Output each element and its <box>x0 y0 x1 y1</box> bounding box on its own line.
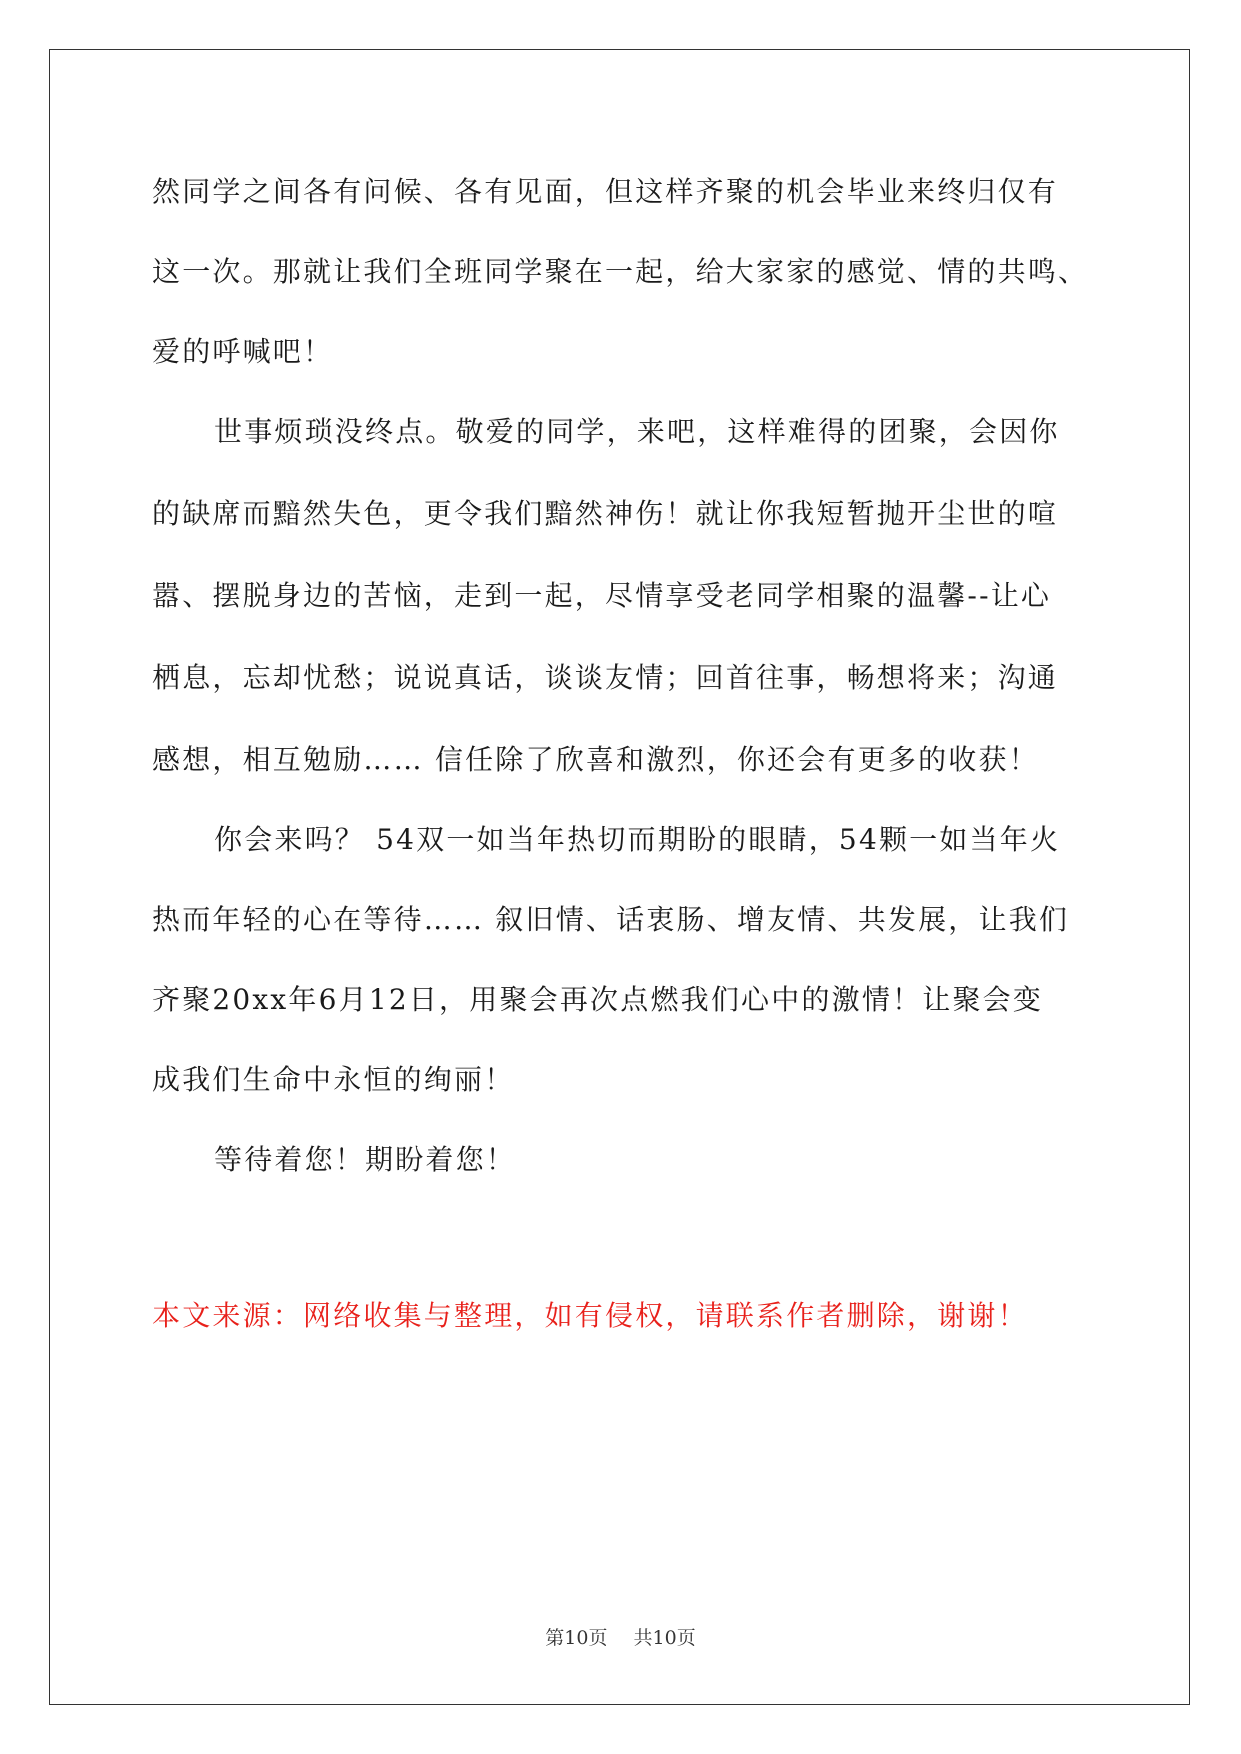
body-line: 感想，相互勉励…… 信任除了欣喜和激烈，你还会有更多的收获！ <box>152 743 1039 776</box>
body-line: 栖息，忘却忧愁；说说真话，谈谈友情；回首往事，畅想将来；沟通 <box>152 661 1059 694</box>
page-footer <box>0 1626 1241 1650</box>
page-border <box>49 49 1190 1705</box>
paragraph-first-line: 世事烦琐没终点。敬爱的同学，来吧，这样难得的团聚，会因你 <box>214 415 1060 448</box>
body-line: 这一次。那就让我们全班同学聚在一起，给大家家的感觉、情的共鸣、 <box>152 255 1089 288</box>
body-line: 然同学之间各有问候、各有见面，但这样齐聚的机会毕业来终归仅有 <box>152 175 1059 208</box>
body-line: 嚣、摆脱身边的苦恼，走到一起，尽情享受老同学相聚的温馨--让心 <box>152 579 1052 612</box>
body-line: 齐聚20xx年6月12日，用聚会再次点燃我们心中的激情！让聚会变 <box>152 983 1044 1016</box>
page-number-total: 共10页 <box>633 1627 696 1649</box>
body-line: 爱的呼喊吧！ <box>152 335 334 368</box>
source-notice: 本文来源：网络收集与整理，如有侵权，请联系作者删除，谢谢！ <box>152 1299 1028 1332</box>
paragraph-first-line: 等待着您！期盼着您！ <box>214 1143 517 1176</box>
body-line: 的缺席而黯然失色，更令我们黯然神伤！就让你我短暂抛开尘世的喧 <box>152 497 1059 530</box>
page-number-current: 第10页 <box>545 1627 608 1649</box>
body-line: 热而年轻的心在等待…… 叙旧情、话衷肠、增友情、共发展，让我们 <box>152 903 1070 936</box>
paragraph-first-line: 你会来吗？ 54双一如当年热切而期盼的眼睛，54颗一如当年火 <box>214 823 1061 856</box>
body-line: 成我们生命中永恒的绚丽！ <box>152 1063 515 1096</box>
